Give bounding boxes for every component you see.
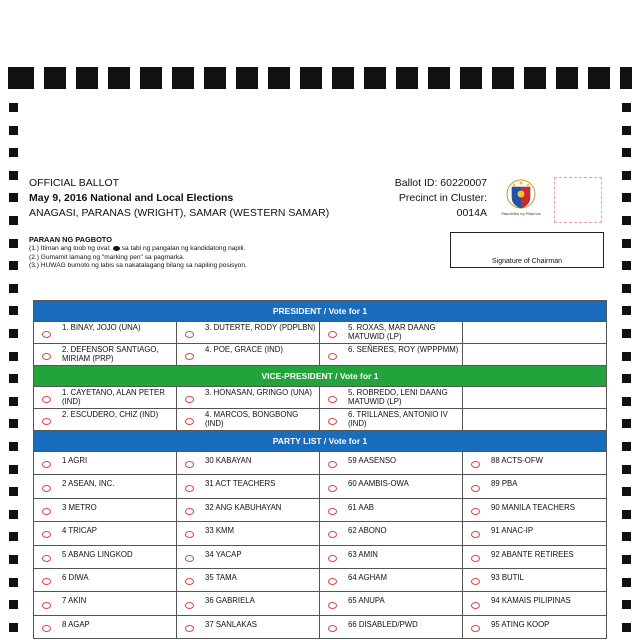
timing-mark [622,532,631,541]
timing-mark [556,67,578,89]
timing-mark [9,487,18,496]
candidate-name: 37 SANLAKAS [205,619,258,629]
timing-mark [9,578,18,587]
timing-mark [622,600,631,609]
candidate-name: 2. ESCUDERO, CHIZ (IND) [62,410,159,419]
ballot-row [34,322,606,344]
timing-mark [622,510,631,519]
vote-oval[interactable] [42,353,51,360]
candidate-name: 64 AGHAM [348,572,387,582]
timing-mark [9,374,18,383]
timing-mark [9,284,18,293]
precinct-location: ANAGASI, PARANAS (WRIGHT), SAMAR (WESTERN SAMAR) [29,207,330,219]
timing-mark [622,126,631,135]
timing-mark [9,193,18,202]
official-ballot-label: OFFICIAL BALLOT [29,177,120,189]
timing-mark [9,306,18,315]
timing-mark [622,306,631,315]
vote-oval[interactable] [185,602,194,609]
candidate-cell[interactable] [34,475,177,497]
timing-mark [622,103,631,112]
timing-mark [460,67,482,89]
candidate-name: 6. TRILLANES, ANTONIO IV (IND) [348,410,448,428]
candidate-name: 65 ANUPA [348,596,385,606]
instruction-line-2: (2.) Gumamit lamang ng "marking pen" sa pagmarka. [29,253,185,261]
vote-oval[interactable] [328,531,337,538]
candidate-cell[interactable] [320,409,463,430]
candidate-cell[interactable] [177,322,320,343]
timing-mark [9,442,18,451]
candidate-cell[interactable] [177,387,320,408]
candidate-name: 2 ASEAN, INC. [62,479,115,489]
vote-oval[interactable] [471,625,480,632]
timing-mark [140,67,162,89]
timing-mark [622,239,631,248]
candidate-cell[interactable] [34,569,177,591]
vote-oval[interactable] [42,555,51,562]
candidate-name: 90 MANILA TEACHERS [491,502,575,512]
vote-oval[interactable] [328,331,337,338]
timing-mark [492,67,514,89]
candidate-cell[interactable] [463,452,606,474]
candidate-name: 5 ABANG LINGKOD [62,549,133,559]
candidate-name: 1. BINAY, JOJO (UNA) [62,323,141,332]
candidate-name: 2. DEFENSOR SANTIAGO, MIRIAM (PRP) [62,345,159,363]
president-header: PRESIDENT / Vote for 1 [34,301,606,322]
candidate-name: 5. ROBREDO, LENI DAANG MATUWID (LP) [348,388,448,406]
filled-oval-icon [113,246,120,251]
candidate-cell[interactable] [320,592,463,614]
candidate-name: 93 BUTIL [491,572,524,582]
vote-oval[interactable] [328,485,337,492]
candidate-name: 4. POE, GRACE (IND) [205,345,283,354]
candidate-cell[interactable] [34,616,177,638]
ballot-row [34,475,606,498]
vote-oval[interactable] [328,396,337,403]
vote-oval[interactable] [42,331,51,338]
vote-oval[interactable] [42,602,51,609]
timing-mark [622,352,631,361]
vote-oval[interactable] [185,531,194,538]
candidate-cell[interactable] [34,387,177,408]
vote-oval[interactable] [328,625,337,632]
candidate-cell[interactable] [34,452,177,474]
timing-mark [622,374,631,383]
candidate-cell[interactable] [320,569,463,591]
timing-mark [622,555,631,564]
precinct-label: Precinct in Cluster: [398,192,487,204]
candidate-name: 59 AASENSO [348,456,397,465]
vote-oval[interactable] [42,508,51,515]
candidate-name: 35 TAMA [205,572,237,582]
timing-mark [9,623,18,632]
vote-oval[interactable] [471,531,480,538]
timing-mark [236,67,258,89]
candidate-cell[interactable] [320,546,463,568]
timing-mark [9,397,18,406]
candidate-cell[interactable] [34,499,177,521]
ballot-row [34,592,606,615]
timing-mark [396,67,418,89]
signature-label: Signature of Chairman [491,258,563,265]
candidate-name: 62 ABONO [348,526,387,536]
candidate-cell [463,344,606,365]
vote-oval[interactable] [185,578,194,585]
candidate-name: 92 ABANTE RETIREES [491,549,574,559]
timing-mark [622,148,631,157]
ballot-row [34,409,606,431]
instruction-line-3: (3.) HUWAG bumoto ng labis sa nakatalagang bilang sa napiling posisyon. [29,262,247,270]
candidate-cell[interactable] [320,344,463,365]
vote-oval[interactable] [185,625,194,632]
timing-mark [622,261,631,270]
chairman-signature-box [450,232,604,268]
candidate-cell[interactable] [177,409,320,430]
candidate-cell[interactable] [177,522,320,544]
vote-oval[interactable] [471,578,480,585]
timing-mark [204,67,226,89]
candidate-cell [463,409,606,430]
timing-mark [108,67,130,89]
candidate-cell[interactable] [177,569,320,591]
vote-oval[interactable] [42,625,51,632]
ballot-row [34,387,606,409]
ballot-table [33,300,607,639]
vote-oval[interactable] [471,485,480,492]
svg-text:Republika ng Pilipinas: Republika ng Pilipinas [501,212,541,216]
ballot-row [34,616,606,639]
candidate-name: 6. SEÑERES, ROY (WPPPMM) [348,345,459,354]
timing-mark [524,67,546,89]
timing-mark [332,67,354,89]
candidate-name: 63 AMIN [348,549,378,559]
candidate-cell[interactable] [463,616,606,638]
voting-instructions [29,236,247,271]
vote-oval[interactable] [185,331,194,338]
candidate-cell[interactable] [177,616,320,638]
vote-oval[interactable] [328,555,337,562]
timing-mark [8,67,34,89]
candidate-cell[interactable] [177,499,320,521]
candidate-cell[interactable] [320,522,463,544]
ballot-header [29,176,329,221]
vote-oval[interactable] [185,418,194,425]
vote-oval[interactable] [471,555,480,562]
timing-mark [9,419,18,428]
vote-oval[interactable] [328,418,337,425]
timing-mark [9,171,18,180]
candidate-cell[interactable] [177,452,320,474]
candidate-name: 1 AGRI [62,456,88,465]
timing-mark [622,397,631,406]
candidate-name: 4. MARCOS, BONGBONG (IND) [205,410,299,428]
candidate-cell[interactable] [177,592,320,614]
candidate-name: 91 ANAC-IP [491,526,534,536]
candidate-cell[interactable] [177,546,320,568]
candidate-name: 1. CAYETANO, ALAN PETER (IND) [62,388,165,406]
timing-mark [622,329,631,338]
philippine-seal-icon [501,177,541,217]
candidate-name: 66 DISABLED/PWD [348,619,418,629]
timing-mark [9,600,18,609]
vote-oval[interactable] [185,508,194,515]
candidate-cell[interactable] [34,546,177,568]
candidate-cell[interactable] [177,344,320,365]
vote-oval[interactable] [471,461,480,468]
candidate-name: 94 KAMAIS PILIPINAS [491,596,571,606]
timing-mark [622,442,631,451]
vote-oval[interactable] [471,602,480,609]
timing-mark [300,67,322,89]
vote-oval[interactable] [42,418,51,425]
candidate-cell[interactable] [463,569,606,591]
candidate-name: 34 YACAP [205,549,242,559]
ballot-row [34,569,606,592]
timing-mark [622,465,631,474]
vote-oval[interactable] [42,485,51,492]
vote-oval[interactable] [328,508,337,515]
vote-oval[interactable] [328,602,337,609]
timing-mark [588,67,610,89]
candidate-cell [463,322,606,343]
timing-mark [268,67,290,89]
vote-oval[interactable] [185,396,194,403]
timing-mark [9,532,18,541]
timing-mark [9,216,18,225]
vote-oval[interactable] [42,461,51,468]
candidate-cell[interactable] [463,475,606,497]
candidate-cell[interactable] [463,499,606,521]
candidate-cell[interactable] [320,475,463,497]
candidate-cell[interactable] [320,387,463,408]
top-timing-bar [8,67,632,89]
candidate-name: 3. HONASAN, GRINGO (UNA) [205,388,313,397]
candidate-cell[interactable] [177,475,320,497]
timing-mark [622,284,631,293]
timing-mark [620,67,632,89]
candidate-name: 30 KABAYAN [205,456,252,465]
candidate-cell[interactable] [34,322,177,343]
candidate-name: 89 PBA [491,479,518,489]
timing-mark [9,465,18,474]
timing-mark [9,148,18,157]
candidate-name: 4 TRICAP [62,526,97,536]
timing-mark [9,239,18,248]
vote-oval[interactable] [328,461,337,468]
vote-oval[interactable] [185,485,194,492]
timing-mark [9,103,18,112]
candidate-cell[interactable] [34,344,177,365]
ballot-row [34,344,606,366]
vote-oval[interactable] [42,531,51,538]
ballot-id: Ballot ID: 60220007 [394,177,487,189]
election-title: May 9, 2016 National and Local Elections [29,192,234,204]
candidate-cell[interactable] [34,522,177,544]
candidate-cell[interactable] [463,522,606,544]
timing-mark [622,623,631,632]
timing-mark [622,487,631,496]
candidate-cell[interactable] [34,592,177,614]
candidate-name: 33 KMM [205,526,235,536]
vote-oval[interactable] [328,353,337,360]
candidate-name: 3. DUTERTE, RODY (PDPLBN) [205,323,316,332]
candidate-cell[interactable] [320,499,463,521]
vote-oval[interactable] [185,555,194,562]
vice-president-header: VICE-PRESIDENT / Vote for 1 [34,366,606,387]
ballot-row [34,452,606,475]
party-list-header: PARTY LIST / Vote for 1 [34,431,606,452]
vote-oval[interactable] [42,396,51,403]
ballot-id-block [395,176,487,221]
candidate-cell[interactable] [463,592,606,614]
candidate-name: 3 METRO [62,502,97,512]
candidate-name: 8 AGAP [62,619,90,629]
timing-mark [9,510,18,519]
candidate-cell[interactable] [463,546,606,568]
timing-mark [622,578,631,587]
timing-mark [9,329,18,338]
instruction-line-1: (1.) Itiman ang loob ng oval: sa tabi ng pangalan ng kandidatong napili. [29,245,246,253]
vote-oval[interactable] [328,578,337,585]
candidate-cell[interactable] [320,452,463,474]
vote-oval[interactable] [185,353,194,360]
timing-mark [9,126,18,135]
timing-mark [9,555,18,564]
candidate-name: 36 GABRIELA [205,596,255,606]
vote-oval[interactable] [42,578,51,585]
precinct-number: 0014A [456,207,487,219]
timing-mark [622,419,631,428]
timing-mark [364,67,386,89]
candidate-cell[interactable] [320,616,463,638]
candidate-cell[interactable] [34,409,177,430]
ballot-row [34,546,606,569]
candidate-name: 61 AAB [348,502,375,512]
candidate-name: 6 DIWA [62,572,89,582]
vote-oval[interactable] [471,508,480,515]
candidate-name: 88 ACTS-OFW [491,456,543,465]
stamp-box [554,177,602,223]
instructions-title: PARAAN NG PAGBOTO [29,235,112,244]
candidate-name: 60 AAMBIS-OWA [348,479,409,489]
candidate-name: 95 ATING KOOP [491,619,550,629]
timing-mark [428,67,450,89]
timing-mark [622,171,631,180]
timing-mark [76,67,98,89]
ballot-row [34,522,606,545]
timing-mark [622,216,631,225]
timing-mark [172,67,194,89]
candidate-cell[interactable] [320,322,463,343]
timing-mark [622,193,631,202]
timing-mark [44,67,66,89]
timing-mark [9,352,18,361]
candidate-name: 7 AKIN [62,596,87,606]
candidate-name: 32 ANG KABUHAYAN [205,502,282,512]
candidate-name: 31 ACT TEACHERS [205,479,276,489]
candidate-name: 5. ROXAS, MAR DAANG MATUWID (LP) [348,323,436,341]
ballot-row [34,499,606,522]
timing-mark [9,261,18,270]
candidate-cell [463,387,606,408]
vote-oval[interactable] [185,461,194,468]
